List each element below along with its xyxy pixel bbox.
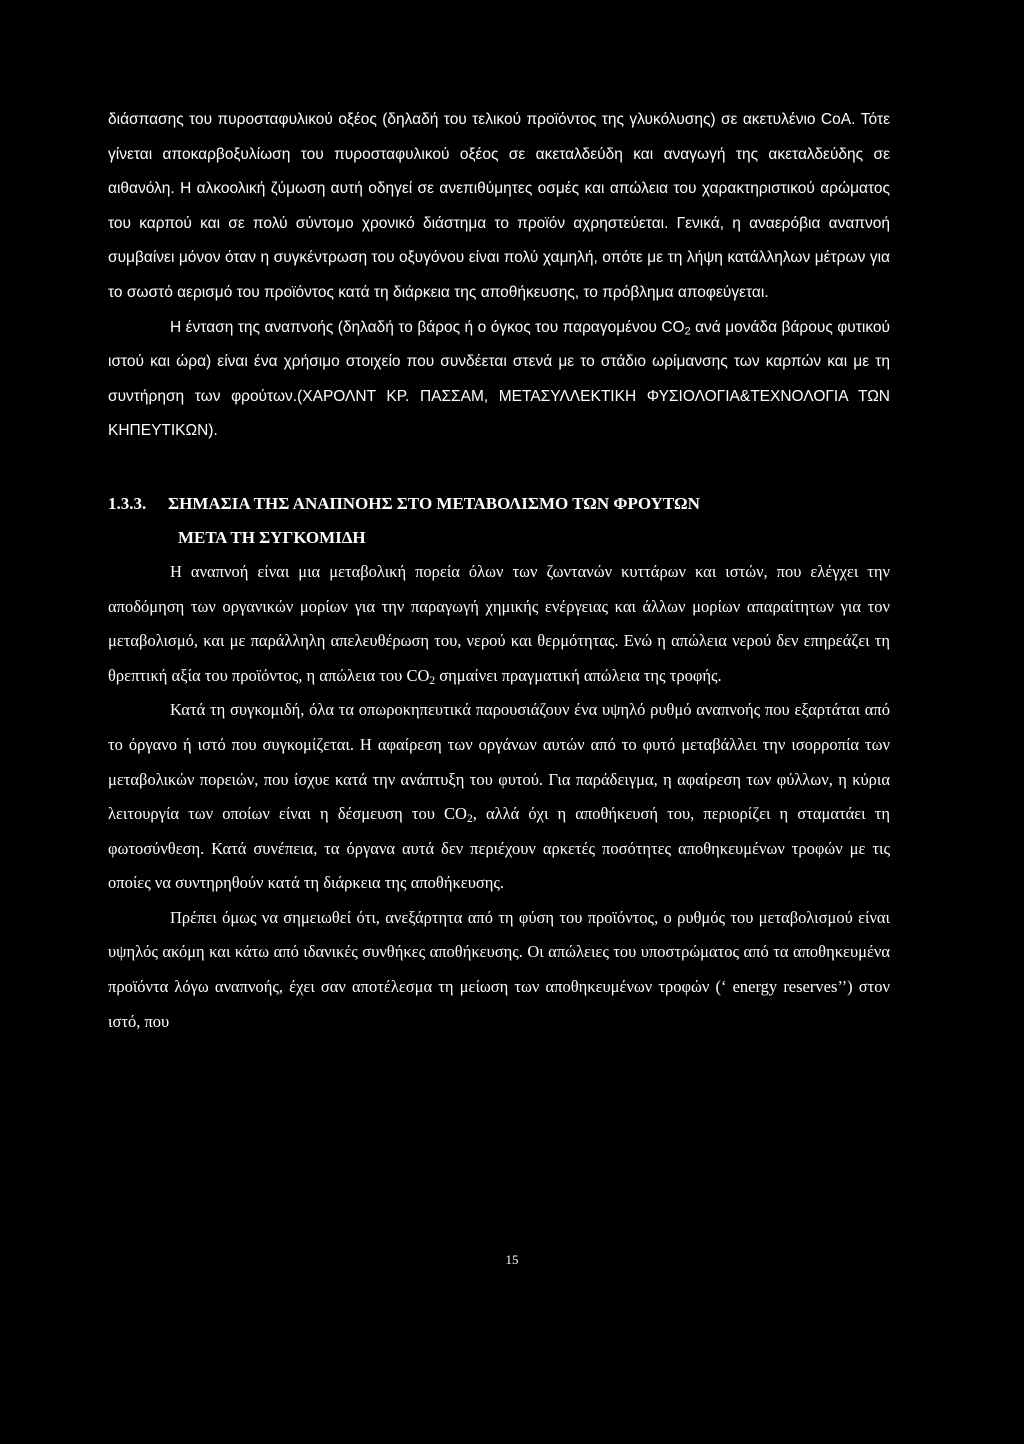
text-column <box>108 103 890 1039</box>
paragraph-4 <box>108 693 890 901</box>
section-number: 1.3.3. <box>108 493 147 513</box>
paragraph-4-text-a: Κατά τη συγκομιδή, όλα τα οπωροκηπευτικά παρουσιάζουν ένα υψηλό ρυθμό αναπνοής που εξαρτάται από το όργανο ή ιστό που συγκομίζεται. Η αφαίρεση των οργάνων αυτών από το φυτό μεταβάλλει την ισορροπία των μεταβολικών πορειών, που ίσχυε κατά την ανάπτυξη του φυτού. Για παράδειγμα, η αφαίρεση των φύλλων, η κύρια λειτουργία των οποίων είναι η δέσμευση του CO <box>108 700 890 824</box>
paragraph-3-subscript: 2 <box>429 674 436 687</box>
paragraph-3-text-a: Η αναπνοή είναι μια μεταβολική πορεία όλων των ζωντανών κυττάρων και ιστών, που ελέγχει την αποδόμηση των οργανικών μορίων για την παραγωγή χημικής ενέργειας και άλλων μορίων απαραίτητων για τον μεταβολισμό, και με παράλληλη απελευθέρωση του, νερού και θερμότητας. Ενώ η απώλεια νερού δεν επηρεάζει τη θρεπτική αξία του προϊόντος, η απώλεια του CO <box>108 561 890 685</box>
section-heading <box>108 487 890 521</box>
paragraph-4-subscript: 2 <box>466 812 473 825</box>
paragraph-3-text-b: σημαίνει πραγματική απώλεια της τροφής. <box>435 665 722 685</box>
section-title-line-2: ΜΕΤΑ ΤΗ ΣΥΓΚΟΜΙΔΗ <box>178 527 366 547</box>
page-number: 15 <box>505 1252 519 1267</box>
paragraph-4-text-b: , αλλά όχι η αποθήκευσή του, περιορίζει η σταματάει τη φωτοσύνθεση. Κατά συνέπεια, τα όργανα αυτά δεν περιέχουν αρκετές ποσότητες αποθηκευμένων τροφών με τις οποίες να συντηρηθούν κατά τη διάρκεια της αποθήκευσης. <box>108 804 890 893</box>
paragraph-2 <box>108 311 890 449</box>
paragraph-3 <box>108 555 890 693</box>
paragraph-2-subscript: 2 <box>684 325 691 338</box>
paragraph-5: Πρέπει όμως να σημειωθεί ότι, ανεξάρτητα από τη φύση του προϊόντος, ο ρυθμός του μεταβολισμού είναι υψηλός ακόμη και κάτω από ιδανικές συνθήκες αποθήκευσης. Οι απώλειες του υποστρώματος από τα αποθηκευμένα προϊόντα λόγω αναπνοής, έχει σαν αποτέλεσμα τη μείωση των αποθηκευμένων τροφών (‘ energy reserves’’) στον ιστό, που <box>108 907 890 1031</box>
section-title-line-1: ΣΗΜΑΣΙΑ ΤΗΣ ΑΝΑΠΝΟΗΣ ΣΤΟ ΜΕΤΑΒΟΛΙΣΜΟ ΤΩΝ ΦΡΟΥΤΩΝ <box>168 493 700 513</box>
paragraph-1: διάσπασης του πυροσταφυλικού οξέος (δηλαδή του τελικού προϊόντος της γλυκόλυσης) σε ακετυλένιο CoA. Τότε γίνεται αποκαρβοξυλίωση του πυροσταφυλικού οξέος σε ακεταλδεύδη και αναγωγή της ακεταλδεύδης σε αιθανόλη. Η αλκοολική ζύμωση αυτή οδηγεί σε ανεπιθύμητες οσμές και απώλεια του χαρακτηριστικού αρώματος του καρπού και σε πολύ σύντομο χρονικό διάστημα το προϊόν αχρηστεύεται. Γενικά, η αναερόβια αναπνοή συμβαίνει μόνον όταν η συγκέντρωση του οξυγόνου είναι πολύ χαμηλή, οπότε με τη λήψη κατάλληλων μέτρων για το σωστό αερισμό του προϊόντος κατά τη διάρκεια της αποθήκευσης, το πρόβλημα αποφεύγεται. <box>108 111 890 301</box>
paragraph-2-text-a: Η ένταση της αναπνοής (δηλαδή το βάρος ή ο όγκος του παραγομένου CO <box>170 318 685 336</box>
paragraph-2-text-b: ανά μονάδα βάρους φυτικού ιστού και ώρα) είναι ένα χρήσιμο στοιχείο που συνδέεται στενά με το στάδιο ωρίμανσης των καρπών και με τη συντήρηση των φρούτων.(ΧΑΡΟΛΝΤ ΚΡ. ΠΑΣΣΑΜ, ΜΕΤΑΣΥΛΛΕΚΤΙΚΗ ΦΥΣΙΟΛΟΓΙΑ&ΤΕΧΝΟΛΟΓΙΑ ΤΩΝ ΚΗΠΕΥΤΙΚΩΝ). <box>108 318 890 440</box>
